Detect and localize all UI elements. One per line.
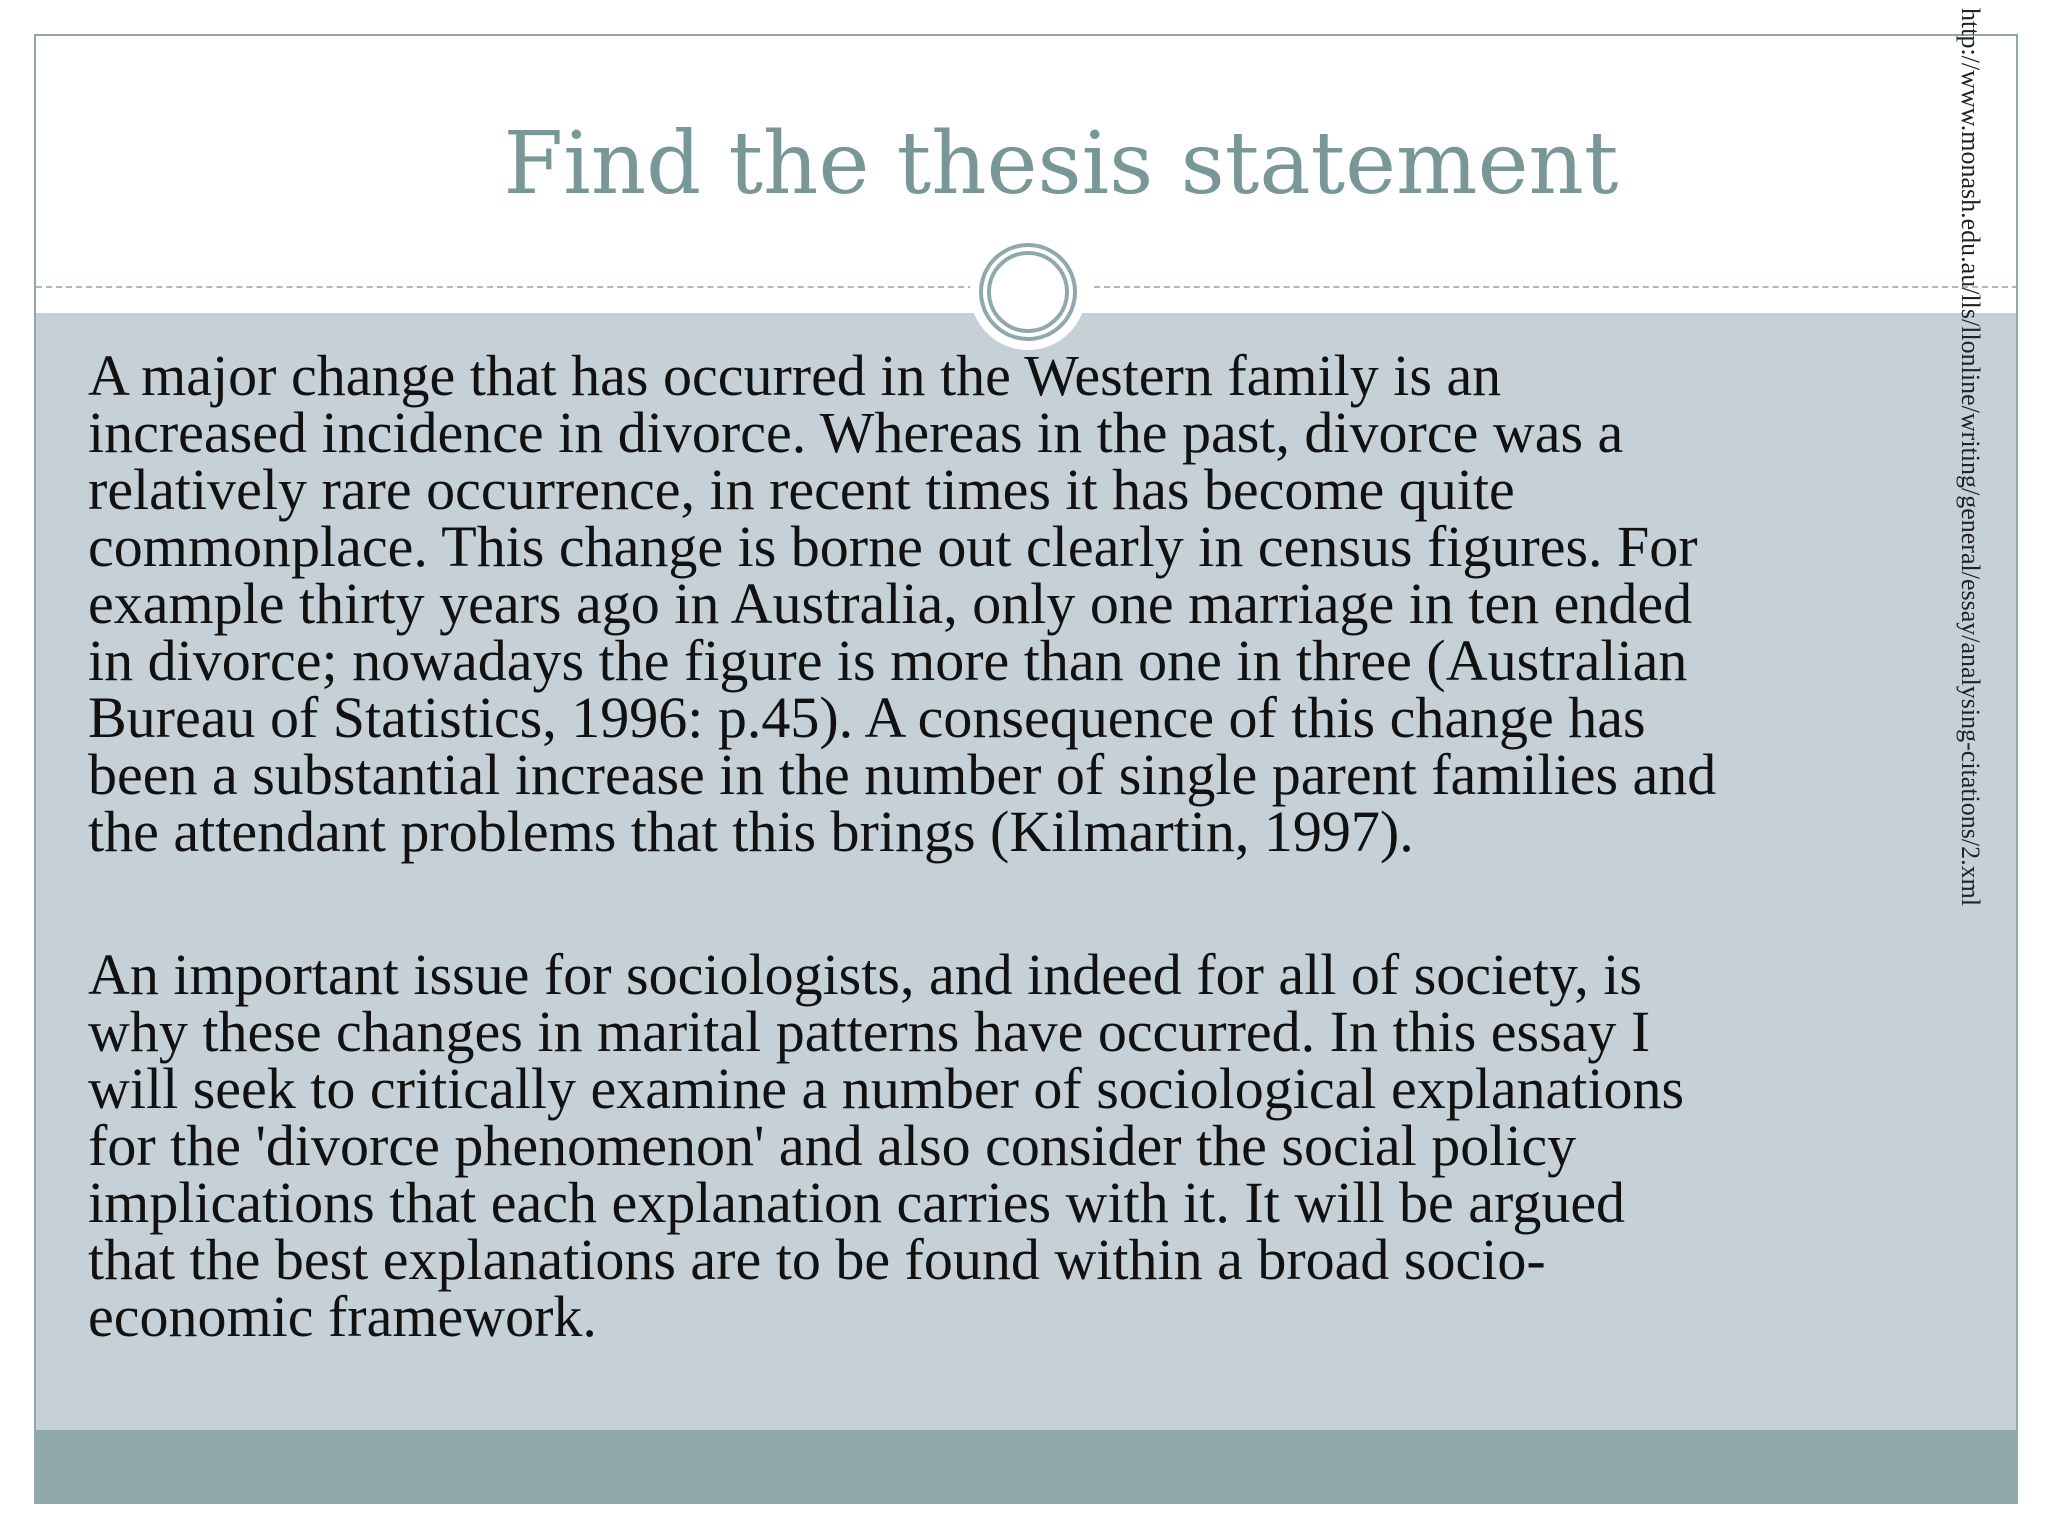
title-divider-left	[36, 286, 984, 288]
circle-ornament-icon	[970, 234, 1086, 350]
body-paragraph-2: An important issue for sociologists, and indeed for all of society, is why these changes in marital patterns have occurred. In this essay I will seek to critically examine a number of sociological explanations for the 'divorce phenomenon' and also consider the social policy implications that each explanation carries with it. It will be argued that the best explanations are to be found within a broad socio- economic framework.	[88, 942, 1685, 1349]
body-paragraph-1: A major change that has occurred in the Western family is an increased incidence in divorce. Whereas in the past, divorce was a relatively rare occurrence, in recent times it has become quite commonplace. This change is borne out clearly in census figures. For example thirty years ago in Australia, only one marriage in ten ended in divorce; nowadays the figure is more than one in three (Australian Bureau of Statistics, 1996: p.45). A consequence of this change has been a substantial increase in the number of single parent families and the attendant problems that this brings (Kilmartin, 1997).	[88, 343, 1717, 864]
footer-band	[36, 1430, 2018, 1504]
slide-title: Find the thesis statement	[503, 114, 1619, 214]
title-divider-right	[1094, 286, 2018, 288]
source-url: http://www.monash.edu.au/lls/llonline/writing/general/essay/analysing-citations/2.xml	[1956, 8, 1985, 907]
